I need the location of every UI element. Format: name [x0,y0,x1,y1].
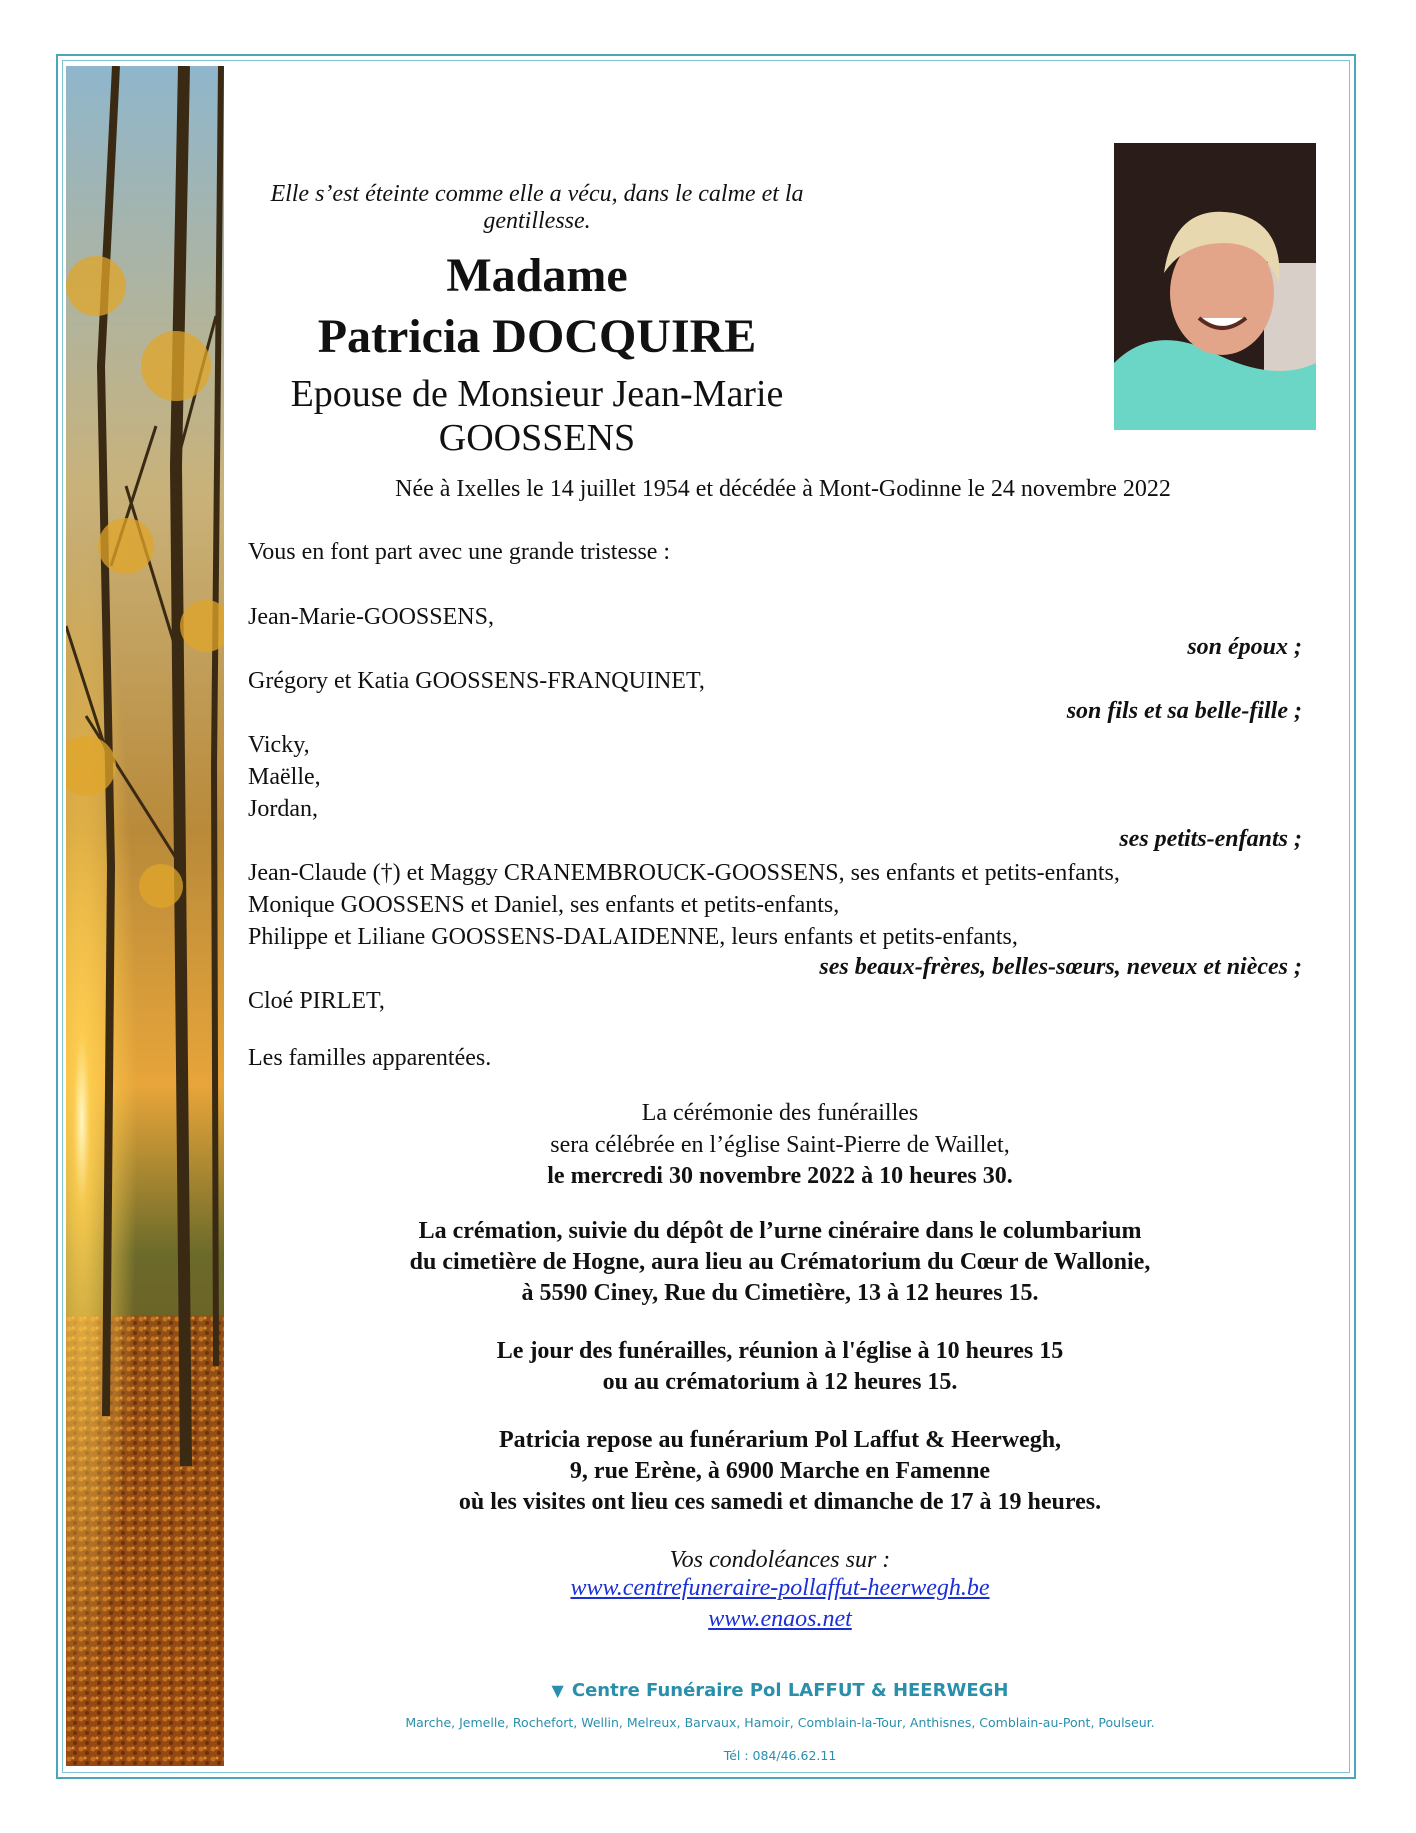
rest-line-2: 9, rue Erène, à 6900 Marche en Famenne [569,1458,991,1484]
cremation-line-2: du cimetière de Hogne, aura lieu au Crématorium du Cœur de Wallonie, [409,1249,1151,1275]
grandchild-3: Jordan, [248,796,318,822]
meeting-line-1: Le jour des funérailles, réunion à l'église à 10 heures 15 [496,1338,1064,1364]
footer-phone: Tél : 084/46.62.11 [723,1748,837,1763]
inlaw-line-1: Jean-Claude (†) et Maggy CRANEMBROUCK-GOOSSENS, ses enfants et petits-enfants, [248,860,1120,886]
cremation-line-1: La crémation, suivie du dépôt de l’urne cinéraire dans le columbarium [418,1218,1142,1244]
quote: Elle s’est éteinte comme elle a vécu, dans le calme et la gentillesse. [270,181,804,234]
son-role: son fils et sa belle-fille ; [1066,698,1302,724]
inlaw-line-2: Monique GOOSSENS et Daniel, ses enfants et petits-enfants, [248,892,840,918]
footer-company-name: Centre Funéraire Pol LAFFUT & HEERWEGH [571,1680,1009,1701]
triangle-down-icon: ▼ [551,1681,564,1700]
footer [248,1680,1312,1763]
condolences-link-2[interactable]: www.enaos.net [708,1606,852,1632]
related-families: Les familles apparentées. [248,1045,492,1071]
cremation-line-3: à 5590 Ciney, Rue du Cimetière, 13 à 12 heures 15. [521,1280,1039,1306]
rest-line-1: Patricia repose au funérarium Pol Laffut & Heerwegh, [498,1427,1062,1453]
spouse-name: Jean-Marie-GOOSSENS, [248,604,494,630]
deceased-name: Patricia DOCQUIRE [317,310,757,363]
grandchildren-role: ses petits-enfants ; [1119,826,1302,852]
autumn-forest-image [66,66,224,1766]
inlaws-role: ses beaux-frères, belles-sœurs, neveux et nièces ; [819,954,1302,980]
grandchild-1: Vicky, [248,732,310,758]
title-honorific: Madame [446,249,628,302]
rest-line-3: où les visites ont lieu ces samedi et dimanche de 17 à 19 heures. [458,1489,1102,1515]
ceremony-line-1: La cérémonie des funérailles [641,1100,919,1126]
ceremony-date: le mercredi 30 novembre 2022 à 10 heures 30. [547,1163,1013,1189]
meeting-line-2: ou au crématorium à 12 heures 15. [602,1369,958,1395]
condolences-link-1[interactable]: www.centrefuneraire-pollaffut-heerwegh.be [570,1575,990,1601]
intro-text: Vous en font part avec une grande tristesse : [248,539,671,565]
spouse-role: son époux ; [1187,634,1302,660]
portrait-photo [1114,143,1316,430]
footer-locations: Marche, Jemelle, Rochefort, Wellin, Melreux, Barvaux, Hamoir, Comblain-la-Tour, Anthisnes, Comblain-au-Pont, Poulseur. [405,1715,1155,1730]
son-names: Grégory et Katia GOOSSENS-FRANQUINET, [248,668,705,694]
birth-death-line: Née à Ixelles le 14 juillet 1954 et décédée à Mont-Godinne le 24 novembre 2022 [395,476,1171,502]
footer-company [248,1680,1312,1701]
inlaw-line-3: Philippe et Liliane GOOSSENS-DALAIDENNE, leurs enfants et petits-enfants, [248,924,1018,950]
other-relative: Cloé PIRLET, [248,988,385,1014]
condolences-label: Vos condoléances sur : [669,1547,891,1573]
grandchild-2: Maëlle, [248,764,321,790]
spouse-subtitle: Epouse de Monsieur Jean-Marie GOOSSENS [290,373,784,459]
ceremony-line-2: sera célébrée en l’église Saint-Pierre de Waillet, [550,1132,1010,1158]
